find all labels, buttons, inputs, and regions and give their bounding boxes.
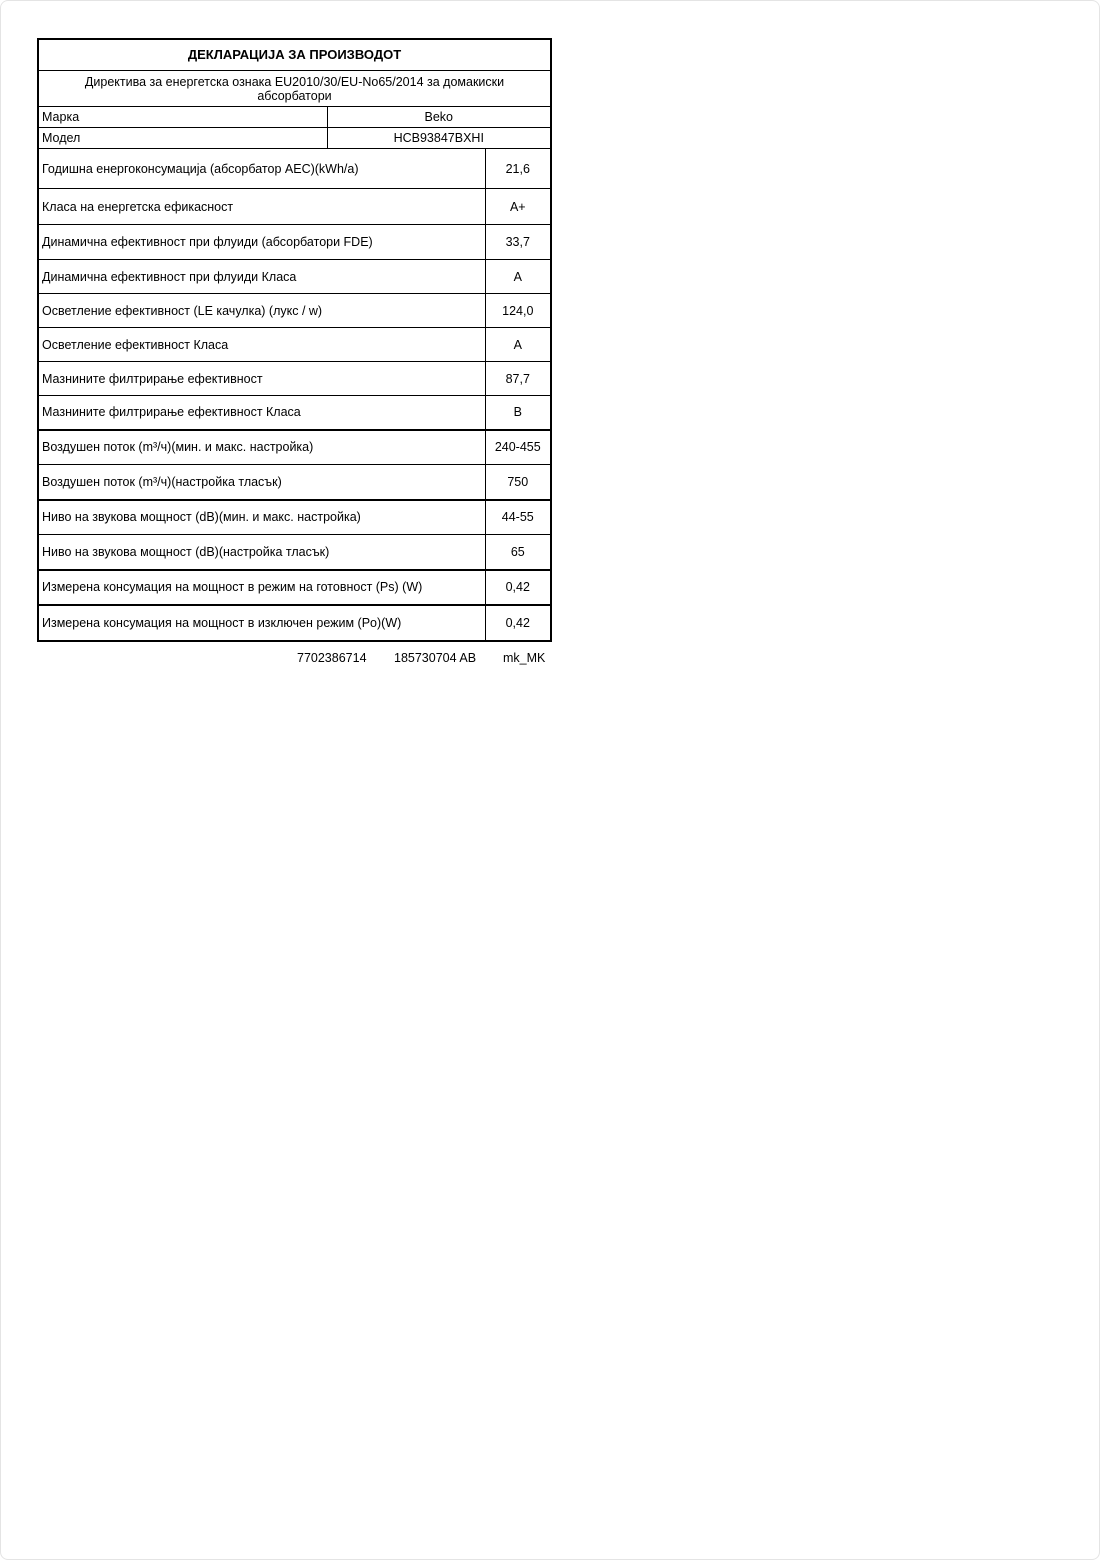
param-row-noise: [38, 500, 551, 535]
param-row-le: [38, 294, 551, 328]
param-value: 65: [485, 535, 551, 570]
param-label: Измерена консумация на мощност в изключен режим (Po)(W): [38, 605, 485, 641]
title-row: [38, 39, 551, 71]
param-value: A+: [485, 189, 551, 225]
param-label: Динамична ефективност при флуиди Класа: [38, 260, 485, 294]
declaration-title: ДЕКЛАРАЦИЈА ЗА ПРОИЗВОДОТ: [38, 39, 551, 71]
footer-locale: mk_MK: [503, 651, 546, 665]
footer-code-2: 185730704 AB: [394, 651, 477, 665]
param-label: Ниво на звукова мощност (dB)(настройка тласък): [38, 535, 485, 570]
param-value: B: [485, 396, 551, 430]
param-label: Годишна енергоконсумација (абсорбатор AEC)(kWh/a): [38, 149, 485, 189]
brand-value: Beko: [327, 107, 551, 128]
param-row-off-mode: [38, 605, 551, 641]
param-label: Воздушен поток (m³/ч)(мин. и макс. настройка): [38, 430, 485, 465]
param-value: 750: [485, 465, 551, 500]
param-label: Мазнините филтрирање ефективност: [38, 362, 485, 396]
param-label: Воздушен поток (m³/ч)(настройка тласък): [38, 465, 485, 500]
param-row-aec: [38, 149, 551, 189]
param-row-airflow: [38, 430, 551, 465]
model-label: Модел: [38, 128, 327, 149]
param-value: 33,7: [485, 225, 551, 260]
param-value: 0,42: [485, 605, 551, 641]
info-row-brand: [38, 107, 551, 128]
param-row-le-class: [38, 328, 551, 362]
param-row-noise-boost: [38, 535, 551, 570]
param-label: Осветление ефективност (LE качулка) (лукс / w): [38, 294, 485, 328]
param-label: Ниво на звукова мощност (dB)(мин. и макс. настройка): [38, 500, 485, 535]
param-row-energy-class: [38, 189, 551, 225]
param-value: 124,0: [485, 294, 551, 328]
info-row-model: [38, 128, 551, 149]
param-row-gfe-class: [38, 396, 551, 430]
param-row-gfe: [38, 362, 551, 396]
param-value: A: [485, 328, 551, 362]
subtitle-row: [38, 71, 551, 107]
param-value: 87,7: [485, 362, 551, 396]
product-declaration-table: [37, 38, 552, 642]
param-label: Динамична ефективност при флуиди (абсорбатори FDE): [38, 225, 485, 260]
param-label: Мазнините филтрирање ефективност Класа: [38, 396, 485, 430]
param-value: 21,6: [485, 149, 551, 189]
param-label: Измерена консумация на мощност в режим на готовност (Ps) (W): [38, 570, 485, 605]
param-value: 240-455: [485, 430, 551, 465]
param-value: A: [485, 260, 551, 294]
param-value: 44-55: [485, 500, 551, 535]
directive-subtitle: Директива за енергетска ознака EU2010/30/EU-No65/2014 за домакиски абсорбатори: [38, 71, 551, 107]
param-row-fde: [38, 225, 551, 260]
param-label: Класа на енергетска ефикасност: [38, 189, 485, 225]
param-row-airflow-boost: [38, 465, 551, 500]
param-value: 0,42: [485, 570, 551, 605]
brand-label: Марка: [38, 107, 327, 128]
param-label: Осветление ефективност Класа: [38, 328, 485, 362]
model-value: HCB93847BXHI: [327, 128, 551, 149]
footer-code-1: 7702386714: [297, 651, 367, 665]
param-row-standby: [38, 570, 551, 605]
param-row-fde-class: [38, 260, 551, 294]
